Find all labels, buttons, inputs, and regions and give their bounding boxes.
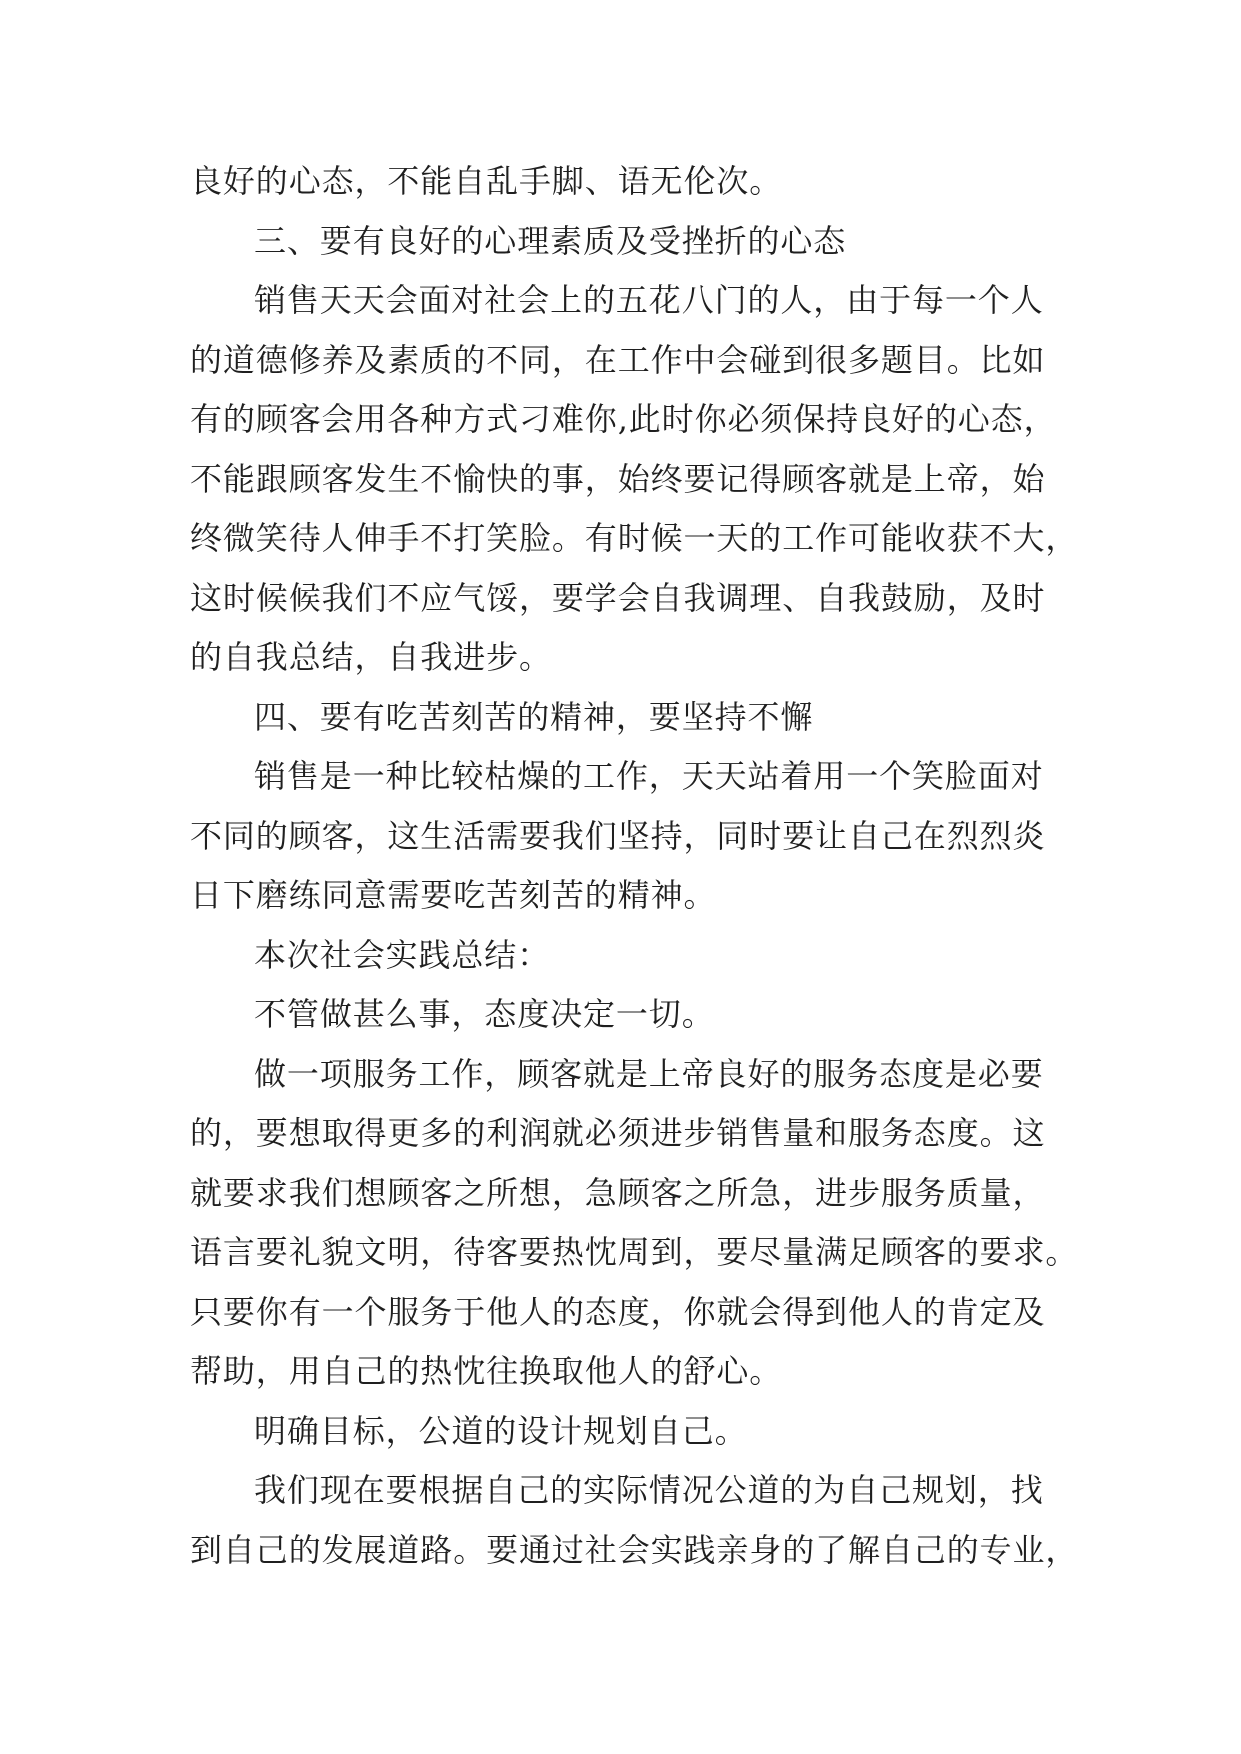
text-line: 本次社会实践总结： [254,935,551,974]
text-line: 销售是一种比较枯燥的工作，天天站着用一个笑脸面对 [254,757,1044,795]
text-line: 做一项服务工作，顾客就是上帝良好的服务态度是必要 [254,1054,1044,1093]
text-line: 的道德修养及素质的不同，在工作中会碰到很多题目。比如 [190,340,1046,379]
text-line: 我们现在要根据自己的实际情况公道的为自己规划，找 [254,1471,1044,1509]
text-line: 到自己的发展道路。要通过社会实践亲身的了解自己的专业， [190,1530,1079,1569]
text-line: 的，要想取得更多的利润就必须进步销售量和服务态度。这 [190,1114,1046,1152]
text-line: 只要你有一个服务于他人的态度，你就会得到他人的肯定及 [190,1292,1046,1331]
text-line: 日下磨练同意需要吃苦刻苦的精神。 [190,876,717,914]
document-body [190,152,1079,1580]
text-line: 这时候候我们不应气馁，要学会自我调理、自我鼓励，及时 [190,578,1046,617]
text-line: 终微笑待人伸手不打笑脸。有时候一天的工作可能收获不大， [190,519,1079,557]
text-line: 不能跟顾客发生不愉快的事，始终要记得顾客就是上帝，始 [190,459,1046,498]
text-line: 良好的心态，不能自乱手脚、语无伦次。 [190,162,783,200]
text-line: 三、要有良好的心理素质及受挫折的心态 [254,221,847,260]
text-line: 的自我总结，自我进步。 [190,638,552,676]
text-line: 四、要有吃苦刻苦的精神，要坚持不懈 [254,697,814,736]
text-line: 销售天天会面对社会上的五花八门的人，由于每一个人 [254,281,1044,319]
text-line: 就要求我们想顾客之所想，急顾客之所急，进步服务质量， [190,1173,1046,1212]
text-line: 语言要礼貌文明，待客要热忱周到，要尽量满足顾客的要求。 [190,1233,1079,1271]
text-line: 有的顾客会用各种方式刁难你,此时你必须保持良好的心态， [190,400,1057,438]
text-line: 明确目标，公道的设计规划自己。 [254,1411,748,1450]
text-line: 不管做甚么事，态度决定一切。 [254,995,715,1033]
text-line: 帮助，用自己的热忱往换取他人的舒心。 [190,1352,783,1390]
text-line: 不同的顾客，这生活需要我们坚持，同时要让自己在烈烈炎 [190,816,1046,855]
